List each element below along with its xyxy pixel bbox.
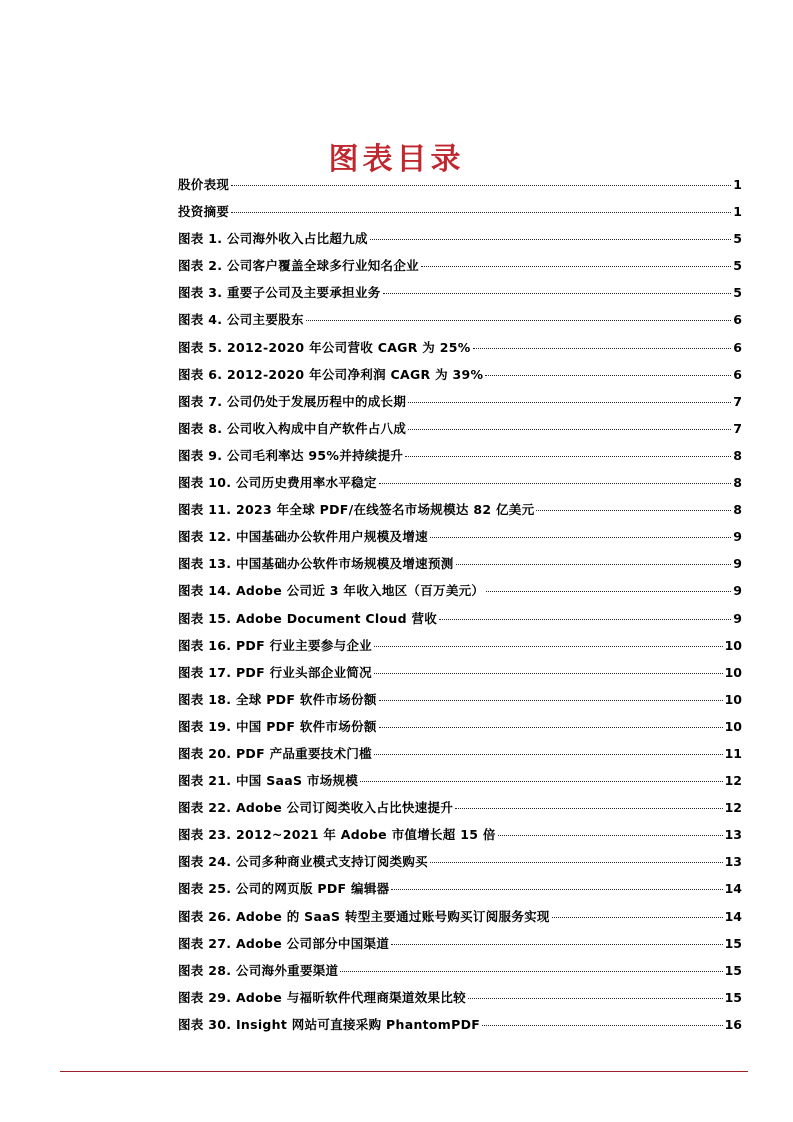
toc-entry[interactable] (178, 767, 742, 794)
toc-entry[interactable] (178, 794, 742, 821)
toc-dot-leader (379, 483, 732, 484)
toc-entry-page-number: 10 (724, 664, 742, 680)
toc-dot-leader (498, 835, 723, 836)
toc-entry-page-number: 5 (733, 285, 742, 301)
toc-entry[interactable] (178, 903, 742, 930)
toc-dot-leader (536, 510, 731, 511)
toc-dot-leader (383, 293, 732, 294)
toc-entry-label: 图表 20. PDF 产品重要技术门槛 (178, 745, 372, 761)
toc-entry[interactable] (178, 334, 742, 361)
toc-dot-leader (374, 673, 723, 674)
toc-entry-label: 图表 6. 2012-2020 年公司净利润 CAGR 为 39% (178, 366, 484, 382)
toc-entry-label: 图表 11. 2023 年全球 PDF/在线签名市场规模达 82 亿美元 (178, 502, 535, 518)
toc-entry-page-number: 15 (724, 962, 742, 978)
toc-entry-label: 图表 5. 2012-2020 年公司营收 CAGR 为 25% (178, 339, 471, 355)
toc-entry-label: 图表 21. 中国 SaaS 市场规模 (178, 773, 359, 789)
toc-entry-label: 图表 8. 公司收入构成中自产软件占八成 (178, 420, 407, 436)
toc-entry-label: 图表 4. 公司主要股东 (178, 312, 304, 328)
toc-dot-leader (439, 619, 731, 620)
toc-entry-page-number: 9 (733, 529, 742, 545)
toc-entry[interactable] (178, 632, 742, 659)
table-of-contents (178, 171, 742, 1038)
toc-dot-leader (552, 917, 723, 918)
toc-entry-label: 图表 18. 全球 PDF 软件市场份额 (178, 691, 377, 707)
toc-dot-leader (391, 944, 722, 945)
toc-entry-label: 图表 1. 公司海外收入占比超九成 (178, 231, 368, 247)
toc-entry-page-number: 5 (733, 231, 742, 247)
toc-entry-page-number: 15 (724, 935, 742, 951)
toc-entry[interactable] (178, 442, 742, 469)
toc-entry[interactable] (178, 198, 742, 225)
toc-entry-label: 图表 15. Adobe Document Cloud 营收 (178, 610, 438, 626)
toc-entry-label: 图表 9. 公司毛利率达 95%并持续提升 (178, 447, 404, 463)
toc-entry[interactable] (178, 875, 742, 902)
toc-dot-leader (456, 564, 732, 565)
toc-entry-label: 图表 24. 公司多种商业模式支持订阅类购买 (178, 854, 428, 870)
toc-entry-page-number: 14 (724, 908, 742, 924)
toc-dot-leader (430, 862, 723, 863)
toc-dot-leader (379, 700, 723, 701)
toc-entry-page-number: 8 (733, 502, 742, 518)
toc-dot-leader (374, 646, 723, 647)
toc-dot-leader (374, 754, 723, 755)
toc-dot-leader (391, 889, 722, 890)
toc-entry[interactable] (178, 469, 742, 496)
toc-entry-page-number: 10 (724, 691, 742, 707)
toc-entry-page-number: 12 (724, 773, 742, 789)
toc-entry-label: 股价表现 (178, 177, 230, 192)
toc-dot-leader (430, 537, 731, 538)
toc-entry[interactable] (178, 252, 742, 279)
toc-entry-label: 图表 30. Insight 网站可直接采购 PhantomPDF (178, 1016, 481, 1032)
toc-entry-page-number: 11 (724, 745, 742, 761)
toc-entry-page-number: 16 (724, 1016, 742, 1032)
toc-entry[interactable] (178, 686, 742, 713)
toc-entry[interactable] (178, 225, 742, 252)
toc-dot-leader (231, 185, 731, 186)
toc-entry[interactable] (178, 930, 742, 957)
toc-entry-page-number: 1 (733, 177, 742, 192)
toc-entry[interactable] (178, 388, 742, 415)
toc-entry-label: 图表 12. 中国基础办公软件用户规模及增速 (178, 529, 428, 545)
toc-entry-page-number: 14 (724, 881, 742, 897)
toc-entry[interactable] (178, 957, 742, 984)
toc-entry-label: 图表 29. Adobe 与福昕软件代理商渠道效果比较 (178, 989, 466, 1005)
toc-entry[interactable] (178, 550, 742, 577)
toc-dot-leader (421, 266, 731, 267)
toc-entry-label: 图表 16. PDF 行业主要参与企业 (178, 637, 372, 653)
toc-entry-page-number: 13 (724, 827, 742, 843)
toc-entry-label: 图表 13. 中国基础办公软件市场规模及增速预测 (178, 556, 454, 572)
toc-dot-leader (486, 591, 731, 592)
toc-entry-page-number: 6 (733, 366, 742, 382)
toc-dot-leader (370, 239, 732, 240)
toc-entry-page-number: 6 (733, 339, 742, 355)
toc-dot-leader (455, 808, 722, 809)
toc-entry[interactable] (178, 984, 742, 1011)
toc-entry-label: 图表 28. 公司海外重要渠道 (178, 962, 339, 978)
toc-entry-page-number: 8 (733, 447, 742, 463)
toc-entry[interactable] (178, 523, 742, 550)
toc-dot-leader (231, 212, 731, 213)
toc-entry-page-number: 6 (733, 312, 742, 328)
toc-entry-label: 图表 19. 中国 PDF 软件市场份额 (178, 718, 377, 734)
toc-dot-leader (340, 971, 722, 972)
toc-entry[interactable] (178, 740, 742, 767)
toc-entry[interactable] (178, 415, 742, 442)
toc-dot-leader (306, 320, 732, 321)
toc-entry-label: 图表 27. Adobe 公司部分中国渠道 (178, 935, 390, 951)
toc-entry-label: 图表 2. 公司客户覆盖全球多行业知名企业 (178, 258, 419, 274)
toc-entry-page-number: 7 (733, 393, 742, 409)
toc-dot-leader (468, 998, 723, 999)
toc-entry[interactable] (178, 713, 742, 740)
toc-entry-label: 图表 25. 公司的网页版 PDF 编辑器 (178, 881, 390, 897)
toc-entry[interactable] (178, 821, 742, 848)
toc-entry[interactable] (178, 605, 742, 632)
toc-entry[interactable] (178, 659, 742, 686)
toc-entry-label: 图表 14. Adobe 公司近 3 年收入地区（百万美元） (178, 583, 485, 599)
page-title: 图表目录 (328, 142, 465, 178)
toc-dot-leader (408, 429, 731, 430)
toc-entry[interactable] (178, 279, 742, 306)
toc-entry-page-number: 12 (724, 800, 742, 816)
toc-entry-label: 图表 7. 公司仍处于发展历程中的成长期 (178, 393, 407, 409)
toc-entry-page-number: 13 (724, 854, 742, 870)
toc-entry-label: 图表 26. Adobe 的 SaaS 转型主要通过账号购买订阅服务实现 (178, 908, 550, 924)
footer-divider (60, 1071, 748, 1072)
toc-entry-label: 投资摘要 (178, 204, 230, 220)
toc-entry-label: 图表 22. Adobe 公司订阅类收入占比快速提升 (178, 800, 454, 816)
toc-entry-page-number: 10 (724, 718, 742, 734)
toc-entry[interactable] (178, 1011, 742, 1038)
toc-entry[interactable] (178, 496, 742, 523)
toc-entry-label: 图表 3. 重要子公司及主要承担业务 (178, 285, 381, 301)
toc-entry-page-number: 10 (724, 637, 742, 653)
toc-entry-page-number: 9 (733, 610, 742, 626)
toc-entry[interactable] (178, 171, 742, 198)
toc-entry-page-number: 15 (724, 989, 742, 1005)
toc-entry[interactable] (178, 361, 742, 388)
toc-entry[interactable] (178, 577, 742, 604)
toc-dot-leader (379, 727, 723, 728)
toc-dot-leader (482, 1025, 722, 1026)
toc-entry-label: 图表 10. 公司历史费用率水平稳定 (178, 475, 377, 491)
toc-dot-leader (360, 781, 722, 782)
toc-entry-page-number: 8 (733, 475, 742, 491)
toc-dot-leader (405, 456, 731, 457)
toc-entry-page-number: 7 (733, 420, 742, 436)
toc-dot-leader (473, 348, 732, 349)
toc-entry-page-number: 9 (733, 556, 742, 572)
toc-entry-page-number: 5 (733, 258, 742, 274)
toc-dot-leader (485, 375, 731, 376)
toc-entry-label: 图表 23. 2012~2021 年 Adobe 市值增长超 15 倍 (178, 827, 496, 843)
toc-entry-page-number: 9 (733, 583, 742, 599)
toc-entry-label: 图表 17. PDF 行业头部企业简况 (178, 664, 372, 680)
toc-entry[interactable] (178, 306, 742, 333)
toc-dot-leader (408, 402, 731, 403)
toc-entry-page-number: 1 (733, 204, 742, 220)
toc-entry[interactable] (178, 848, 742, 875)
